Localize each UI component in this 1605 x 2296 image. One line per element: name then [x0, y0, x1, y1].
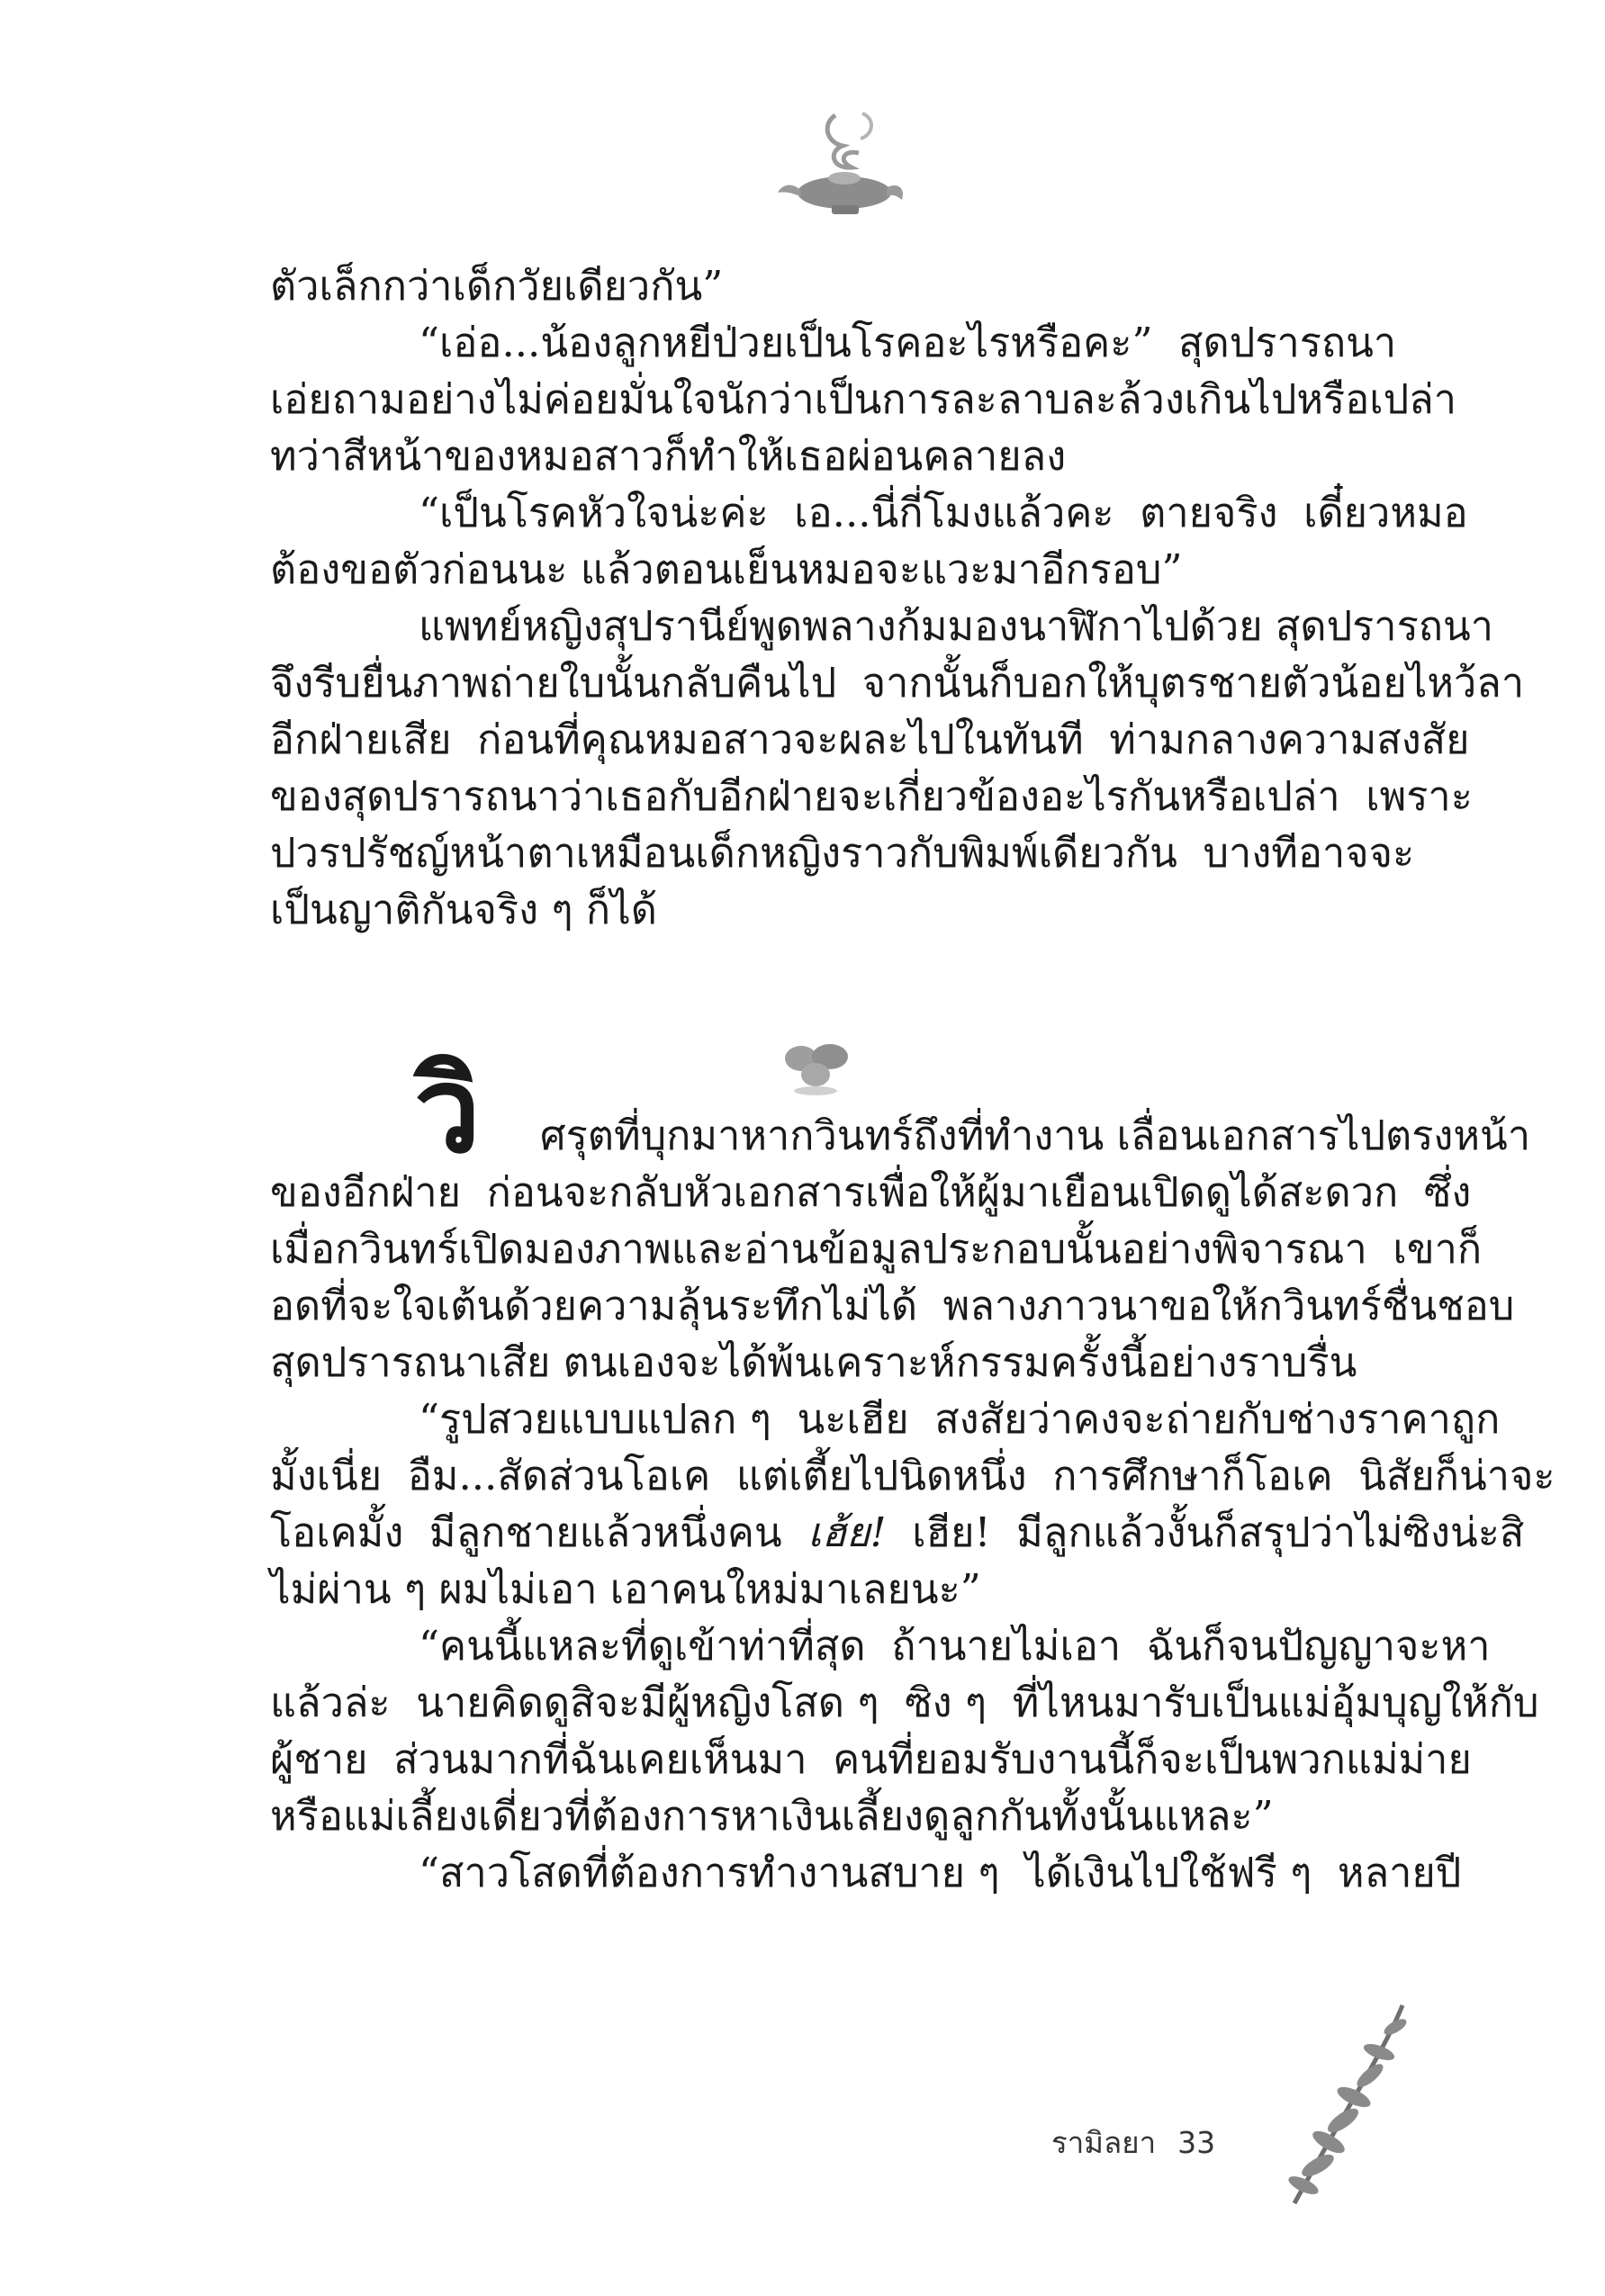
text-line-content: จึงรีบยื่นภาพถ่ายใบนั้นกลับคืนไป จากนั้นก็บอกให้บุตรชายตัวน้อยไหว้ลา [270, 659, 1525, 707]
dropcap-line-text: ศรุตที่บุกมาหากวินทร์ถึงที่ทำงาน เลื่อนเอกสารไปตรงหน้า [540, 1112, 1531, 1159]
text-line [270, 768, 1473, 824]
text-line [270, 1391, 1501, 1447]
branch-ornament-icon [1276, 1996, 1420, 2212]
text-line [270, 257, 1406, 314]
text-line-content: ต้องขอตัวก่อนนะ แล้วตอนเย็นหมอจะแวะมาอีกรอบ” [270, 545, 1183, 593]
text-line [270, 654, 1525, 711]
text-line [270, 1447, 1555, 1504]
text-line [270, 711, 1470, 768]
text-line-content: “เอ่อ...น้องลูกหยีป่วยเป็นโรคอะไรหรือคะ” สุดปรารถนา [419, 319, 1397, 366]
bow-ornament-icon [780, 1035, 853, 1100]
text-line-content: สุดปรารถนาเสีย ตนเองจะได้พ้นเคราะห์กรรมครั้งนี้อย่างราบรื่น [270, 1338, 1357, 1386]
text-line-content: “สาวโสดที่ต้องการทำงานสบาย ๆ ได้เงินไปใช้ฟรี ๆ หลายปี [419, 1849, 1462, 1896]
text-line-content: อดที่จะใจเต้นด้วยความลุ้นระทึกไม่ได้ พลางภาวนาขอให้กวินทร์ชื่นชอบ [270, 1282, 1515, 1329]
drop-cap: วิ [414, 1041, 482, 1180]
text-line [270, 1561, 1406, 1617]
text-line [270, 484, 1468, 541]
text-line [270, 881, 1406, 938]
text-line-content: หรือแม่เลี้ยงเดี่ยวที่ต้องการหาเงินเลี้ยงดูลูกกันทั้งนั้นแหละ” [270, 1792, 1274, 1840]
text-block-1 [270, 257, 1525, 938]
text-line-content: แล้วล่ะ นายคิดดูสิจะมีผู้หญิงโสด ๆ ซิง ๆ ที่ไหนมารับเป็นแม่อุ้มบุญให้กับ [270, 1679, 1539, 1726]
text-line [270, 1504, 1525, 1561]
text-line-content: “รูปสวยแบบแปลก ๆ นะเฮีย สงสัยว่าคงจะถ่ายกับช่างราคาถูก [419, 1395, 1501, 1443]
page-footer [1051, 2119, 1215, 2166]
text-line-content: ทว่าสีหน้าของหมอสาวก็ทำให้เธอผ่อนคลายลง [270, 432, 1067, 480]
text-line-content: ตัวเล็กกว่าเด็กวัยเดียวกัน” [270, 262, 724, 310]
text-line [270, 1220, 1483, 1277]
text-line-content: อีกฝ่ายเสีย ก่อนที่คุณหมอสาวจะผละไปในทันที ท่ามกลางความสงสัย [270, 716, 1470, 763]
text-block-2 [270, 1041, 1555, 1901]
text-line-content: ปวรปรัชญ์หน้าตาเหมือนเด็กหญิงราวกับพิมพ์เดียวกัน บางทีอาจจะ [270, 829, 1415, 877]
text-line [270, 824, 1415, 881]
text-segment: เฮีย! มีลูกแล้วงั้นก็สรุปว่าไม่ซิงน่ะสิ [886, 1508, 1525, 1556]
italic-text: เฮ้ย! [807, 1508, 887, 1556]
text-line [270, 1787, 1406, 1844]
text-line [270, 1844, 1462, 1901]
text-line [270, 1731, 1472, 1787]
page-number: 33 [1177, 2125, 1216, 2160]
text-line [270, 1277, 1515, 1334]
text-line [270, 1617, 1491, 1674]
text-line-content: เมื่อกวินทร์เปิดมองภาพและอ่านข้อมูลประกอบนั้นอย่างพิจารณา เขาก็ [270, 1225, 1483, 1273]
genie-lamp-ornament-icon [772, 106, 907, 221]
text-line-content: “เป็นโรคหัวใจน่ะค่ะ เอ...นี่กี่โมงแล้วคะ ตายจริง เดี๋ยวหมอ [419, 489, 1468, 536]
text-line-content: ของอีกฝ่าย ก่อนจะกลับหัวเอกสารเพื่อให้ผู้มาเยือนเปิดดูได้สะดวก ซึ่ง [270, 1168, 1472, 1216]
text-line-content: เป็นญาติกันจริง ๆ ก็ได้ [270, 886, 657, 933]
text-line-content: ไม่ผ่าน ๆ ผมไม่เอา เอาคนใหม่มาเลยนะ” [270, 1565, 981, 1613]
text-line-content: “คนนี้แหละที่ดูเข้าท่าที่สุด ถ้านายไม่เอา ฉันก็จนปัญญาจะหา [419, 1622, 1491, 1670]
text-segment: โอเคมั้ง มีลูกชายแล้วหนึ่งคน [270, 1508, 808, 1556]
text-line [270, 1334, 1406, 1391]
author-name: รามิลยา [1051, 2125, 1157, 2160]
text-line [270, 314, 1406, 371]
text-line-content: แพทย์หญิงสุปรานีย์พูดพลางก้มมองนาฬิกาไปด้วย สุดปรารถนา [419, 602, 1494, 650]
text-line [270, 598, 1494, 654]
text-line [270, 371, 1457, 428]
text-line-content: ของสุดปรารถนาว่าเธอกับอีกฝ่ายจะเกี่ยวข้องอะไรกันหรือเปล่า เพราะ [270, 772, 1473, 820]
text-line-content: ผู้ชาย ส่วนมากที่ฉันเคยเห็นมา คนที่ยอมรับงานนี้ก็จะเป็นพวกแม่ม่าย [270, 1735, 1472, 1783]
text-line [270, 1674, 1539, 1731]
text-line [270, 541, 1406, 598]
text-line-content: มั้งเนี่ย อืม...สัดส่วนโอเค แต่เตี้ยไปนิดหนึ่ง การศึกษาก็โอเค นิสัยก็น่าจะ [270, 1452, 1555, 1499]
text-line [270, 428, 1406, 484]
text-line-content: เอ่ยถามอย่างไม่ค่อยมั่นใจนักว่าเป็นการละลาบละล้วงเกินไปหรือเปล่า [270, 375, 1457, 423]
dropcap-paragraph [270, 1041, 1531, 1180]
